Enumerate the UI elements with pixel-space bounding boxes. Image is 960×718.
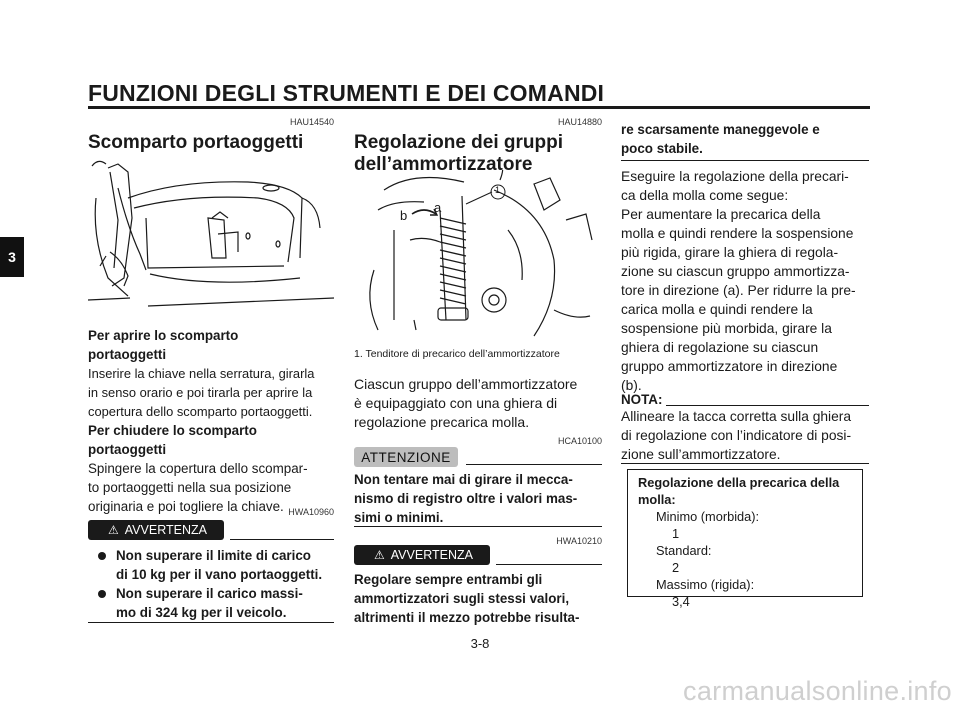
shock-warning-text — [354, 570, 602, 627]
section-code: HAU14540 — [289, 117, 334, 127]
title-line: dell’ammortizzatore — [354, 154, 533, 175]
chapter-tab: 3 — [0, 237, 24, 277]
text-line: sospensione più morbida, girare la — [621, 321, 832, 336]
bullet-icon — [98, 590, 106, 598]
section-code: HAU14880 — [557, 117, 602, 127]
text-line: Spingere la copertura dello scompar- — [88, 461, 308, 476]
note-rule — [666, 405, 869, 406]
page-number: 3-8 — [470, 636, 490, 651]
settings-max-value: 3,4 — [672, 594, 690, 609]
warning-code: HWA10210 — [556, 536, 602, 546]
caution-label: ATTENZIONE — [354, 447, 458, 467]
text-line: altrimenti il mezzo potrebbe risulta- — [354, 610, 580, 625]
text-line: molla e quindi rendere la sospensione — [621, 226, 854, 241]
bullet-icon — [98, 552, 106, 560]
text-line: tore in direzione (a). Per ridurre la pre- — [621, 283, 856, 298]
open-heading — [88, 326, 334, 364]
text-line: to portaoggetti nella sua posizione — [88, 480, 292, 495]
section-end-rule — [88, 622, 334, 623]
warning-rule — [496, 564, 602, 565]
warning-rule — [230, 539, 334, 540]
settings-min-value: 1 — [672, 526, 680, 541]
header-rule — [88, 106, 870, 109]
settings-title — [638, 474, 852, 508]
text-line: più rigida, girare la ghiera di regola- — [621, 245, 839, 260]
storage-compartment-illustration — [88, 158, 334, 316]
preload-settings-box — [627, 469, 863, 609]
chapter-title: FUNZIONI DEGLI STRUMENTI E DEI COMANDI — [88, 80, 605, 106]
shock-absorber-illustration — [354, 170, 602, 340]
warning-continued — [621, 120, 869, 158]
caution-code: HCA10100 — [557, 436, 602, 446]
text-line: è equipaggiato con una ghiera di — [354, 395, 558, 411]
close-heading-line: Per chiudere lo scomparto — [88, 423, 257, 438]
bullet-line: Non superare il carico massi- — [116, 586, 303, 601]
bullet-item — [98, 546, 334, 584]
warning-label-text: AVVERTENZA — [390, 548, 473, 562]
text-line: nismo di registro oltre i valori mas- — [354, 491, 578, 506]
warning-end-rule — [621, 160, 869, 161]
settings-title-line: Regolazione della precarica della — [638, 475, 840, 490]
settings-max-label: Massimo (rigida): — [656, 577, 755, 592]
text-line: zione sull’ammortizzatore. — [621, 447, 781, 462]
open-instructions — [88, 364, 334, 421]
note-label: NOTA: — [621, 392, 663, 407]
warning-label — [88, 520, 224, 540]
direction-a-label: a — [434, 200, 442, 215]
text-line: re scarsamente maneggevole e — [621, 122, 820, 137]
site-watermark: carmanualsonline.info — [683, 676, 952, 706]
text-line: regolazione precarica molla. — [354, 414, 530, 430]
text-line: Eseguire la regolazione della precari- — [621, 169, 849, 184]
open-heading-line: Per aprire lo scomparto — [88, 328, 239, 343]
text-line: ammortizzatori sugli stessi valori, — [354, 591, 570, 606]
text-line: carica molla e quindi rendere la — [621, 302, 813, 317]
bullet-line: Non superare il limite di carico — [116, 548, 311, 563]
text-line: copertura dello scomparto portaoggetti. — [88, 404, 313, 419]
text-line: Inserire la chiave nella serratura, girarla — [88, 366, 315, 381]
adjustment-instructions — [621, 167, 869, 395]
shock-intro — [354, 375, 602, 432]
caution-end-rule — [354, 526, 602, 527]
text-line: ghiera di regolazione su ciascun — [621, 340, 819, 355]
text-line: (b). — [621, 378, 642, 393]
text-line: gruppo ammortizzatore in direzione — [621, 359, 838, 374]
settings-title-line: molla: — [638, 492, 676, 507]
settings-min-label: Minimo (morbida): — [656, 509, 760, 524]
figure-caption: 1. Tenditore di precarico dell’ammortizzatore — [354, 348, 560, 360]
open-heading-line: portaoggetti — [88, 347, 167, 362]
text-line: Ciascun gruppo dell’ammortizzatore — [354, 376, 578, 392]
text-line: simi o minimi. — [354, 510, 444, 525]
caution-text — [354, 470, 602, 527]
text-line: in senso orario e poi tirarla per aprire la — [88, 385, 313, 400]
warning-code: HWA10960 — [288, 507, 334, 517]
title-line: Regolazione dei gruppi — [354, 132, 564, 153]
settings-std-value: 2 — [672, 560, 680, 575]
note-end-rule — [621, 463, 869, 464]
warning-label-text: AVVERTENZA — [124, 523, 207, 537]
bullet-line: mo di 324 kg per il veicolo. — [116, 605, 287, 620]
text-line: Regolare sempre entrambi gli — [354, 572, 543, 587]
text-line: poco stabile. — [621, 141, 703, 156]
bullet-line: di 10 kg per il vano portaoggetti. — [116, 567, 323, 582]
callout-label: 1 — [495, 185, 501, 195]
section-title-storage: Scomparto portaoggetti — [88, 132, 304, 153]
text-line: originaria e poi togliere la chiave. — [88, 499, 284, 514]
text-line: di regolazione con l’indicatore di posi- — [621, 428, 852, 443]
warning-label — [354, 545, 490, 565]
settings-std-label: Standard: — [656, 543, 712, 558]
close-heading-line: portaoggetti — [88, 442, 167, 457]
text-line: ca della molla come segue: — [621, 188, 789, 203]
warning-bullets — [98, 546, 334, 622]
direction-b-label: b — [400, 208, 408, 223]
close-heading — [88, 421, 334, 459]
warning-triangle-icon: ⚠ — [108, 523, 119, 537]
note-text — [621, 407, 869, 464]
warning-triangle-icon: ⚠ — [374, 548, 385, 562]
text-line: Non tentare mai di girare il mecca- — [354, 472, 573, 487]
bullet-item — [98, 584, 334, 622]
text-line: Per aumentare la precarica della — [621, 207, 821, 222]
text-line: zione su ciascun gruppo ammortizza- — [621, 264, 850, 279]
text-line: Allineare la tacca corretta sulla ghiera — [621, 409, 852, 424]
caution-rule — [466, 464, 602, 465]
